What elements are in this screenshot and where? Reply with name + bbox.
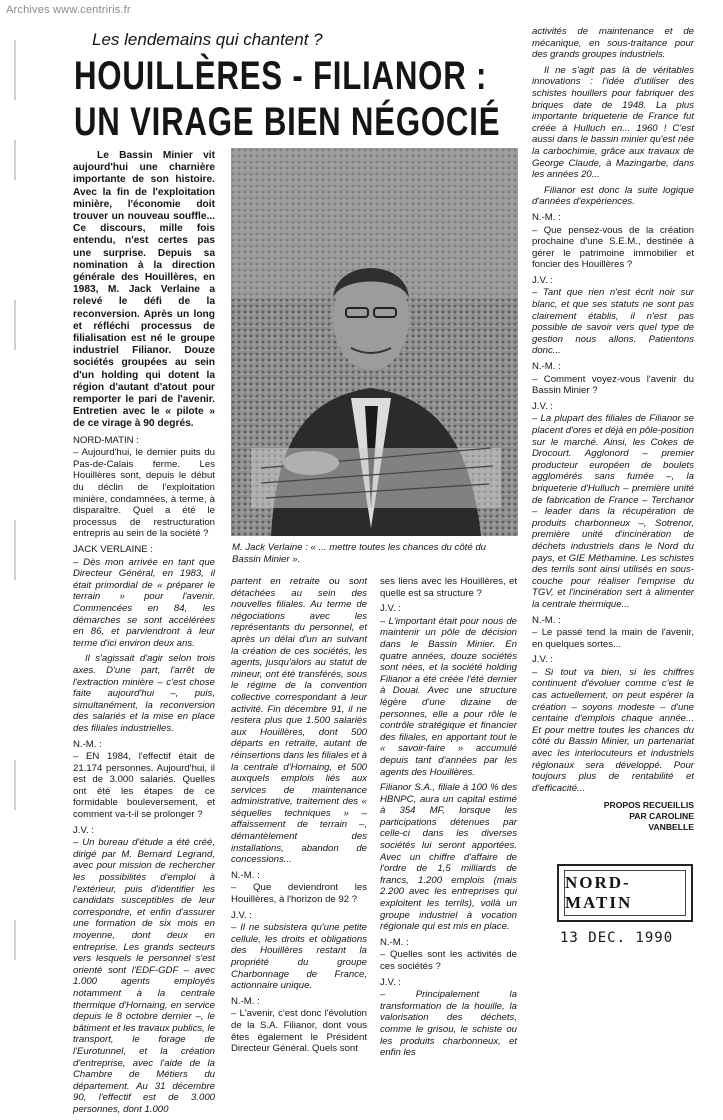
answer: Il ne s'agit pas là de véritables innovations : l'idée d'utiliser des schistes houillers pour fabriquer des briques date de 1948. La plus importante briqueterie de France fut créée à Hulluch en... 1960 ! C'est aussi dans le bassin minier qu'est née la carbochimie, grâce aux travaux de George Claude, à Mazingarbe, dans les années 20... bbox=[532, 64, 694, 181]
byline-line: PROPOS RECUEILLIS bbox=[603, 800, 694, 811]
answer: – Si tout va bien, si les chiffres continuent d'évoluer comme c'est le cas actuellement, on peut espérer la création – soyons modeste – d'une centaine d'emplois chaque année... Et pour mettre toutes les chances du côté du Bassin Minier, un partenariat avec les interlocuteurs et industriels régionaux sera développé. Pour toujours plus de rentabilité et d'efficacité... bbox=[532, 666, 694, 794]
speaker-label: N.-M. : bbox=[532, 211, 561, 223]
speaker-label: JACK VERLAINE : bbox=[73, 544, 153, 556]
answer: activités de maintenance et de mécanique, en sous-traitance pour des grands groupes industriels. bbox=[532, 26, 694, 61]
question: – Le passé tend la main de l'avenir, en quelques sortes... bbox=[532, 627, 694, 650]
speaker-label: J.V. : bbox=[380, 603, 401, 615]
question: – Que pensez-vous de la création prochaine d'une S.E.M., destinée à gérer le patrimoine immobilier et foncier des Houillères ? bbox=[532, 224, 694, 271]
answer: – Tant que rien n'est écrit noir sur blanc, et que ses statuts ne sont pas clairement établis, il n'est pas possible de savoir vers quel type de gestion nous allons. Patientons donc... bbox=[532, 287, 694, 357]
speaker-label: J.V. : bbox=[532, 654, 553, 666]
headline-line-1: HOUILLÈRES - FILIANOR : bbox=[74, 54, 488, 98]
lead-paragraph: Le Bassin Minier vit aujourd'hui une charnière importante de son histoire. Avec la fin de l'exploitation minière, l'économie doit trouver un nouveau souffle... Ce discours, mille fois entendu, n'est certes pas une surprise. Depuis sa nomination à la direction générale des Houillères, en 1983, M. Jack Verlaine a relevé le défi de la reconversion. Après un long et réfléchi processus de filialisation est né le groupe industriel Filianor. Douze sociétés groupées au sein d'un holding qui dotent la région d'autant d'atout pour remporter le pari de l'avenir. Entretien avec le « pilote » de ce virage à 90 degrés. bbox=[73, 150, 215, 430]
speaker-label: N.-M. : bbox=[231, 869, 260, 881]
answer: – L'important était pour nous de maintenir un pôle de décision dans le Bassin Minier. En quatre années, douze sociétés sont nées, et la société holding Filianor a été créée l'été dernier à Douai. Avec une structure légère d'une dizaine de personnes, elle a pour rôle le contrôle stratégique et financier des filiales, en apportant tout le « savoir-faire » accumulé depuis tant d'années par les agents des Houillères. bbox=[380, 615, 517, 778]
speaker-label: J.V. : bbox=[380, 976, 401, 988]
answer: – Un bureau d'étude a été créé, dirigé par M. Bernard Legrand, avec pour mission de rechercher les possibilités d'emploi à l'extérieur, puis d'identifier les candidats susceptibles de leur correspondre, et enfin d'assurer une formation de six mois en moyenne, dont deux en entreprise. Les grands secteurs vers lesquels le personnel s'est orienté sont l'EDF-GDF – avec 1.000 agents employés notamment à la centrale thermique d'Hornaing, en service depuis le 8 octobre dernier –, le bâtiment et les travaux publics, le transport, le forage de l'Eurotunnel, et la création d'entreprise, avec l'aide de la Chambre de Métiers du département. Au 31 décembre 90, l'effectif est de 3.000 personnes, dont 1.000 bbox=[73, 837, 215, 1115]
binder-mark bbox=[14, 520, 20, 580]
column-3 bbox=[380, 576, 517, 1063]
speaker-label: N.-M. : bbox=[532, 614, 561, 626]
byline-line: PAR CAROLINE bbox=[629, 811, 694, 822]
binder-mark bbox=[14, 40, 20, 100]
speaker-label: N.-M. : bbox=[231, 995, 260, 1007]
question: – Quelles sont les activités de ces sociétés ? bbox=[380, 949, 517, 972]
date-stamp: 13 DEC. 1990 bbox=[560, 930, 674, 946]
speaker-label: N.-M. : bbox=[380, 936, 409, 948]
column-1 bbox=[73, 150, 215, 1120]
answer: Il s'agissait d'agir selon trois axes. D'une part, l'arrêt de l'extraction minière – c'est chose faite aujourd'hui –, puis, simultanément, la reconversion des salariés et la mise en place des filiales industrielles. bbox=[73, 653, 215, 734]
column-2 bbox=[231, 576, 367, 1059]
answer: – La plupart des filiales de Filianor se placent d'ores et déjà en pôle-position sur le marché. Ainsi, les Cokes de Drocourt. Agglonord – premier producteur européen de boulets agglomérés sans fumée –, la briqueterie d'Hulluch – première unité de fabrication de France – Terchanor – leader dans la récupération de produits charbonneux –, Sotrenor, première unité d'incinération de déchets industriels dans le Nord du pays, et GIE Méthamine. Les schistes des terrils sont ainsi utilisés en sous-couche pour réaliser l'emprise du TGV, et l'incinération sert à alimenter la centrale thermique... bbox=[532, 413, 694, 610]
binder-mark bbox=[14, 300, 20, 350]
answer: Filianor S.A., filiale à 100 % des HBNPC, aura un capital estimé à 354 MF, lorsque les participations détenues par celle-ci dans les diverses sociétés lui seront apportées. Avec un chiffre d'affaire de l'ordre de 1,5 milliards de francs, 1.200 emplois (mais 2.200 avec les entreprises qui exploitent les terrils), voilà un groupe industriel à vocation régionale qui est mis en place. bbox=[380, 782, 517, 933]
portrait-photo bbox=[231, 148, 518, 536]
binder-mark bbox=[14, 760, 20, 810]
speaker-label: J.V. : bbox=[231, 909, 252, 921]
answer: Filianor est donc la suite logique d'années d'expériences. bbox=[532, 184, 694, 208]
question: ses liens avec les Houillères, et quelle est sa structure ? bbox=[380, 576, 517, 599]
answer: – Dès mon arrivée en tant que Directeur Général, en 1983, il était primordial de « préparer le terrain » pour l'avenir. Commencées en 84, les démarches se sont accélérées en 86, et parviendront à leur terme d'ici environ deux ans. bbox=[73, 556, 215, 649]
answer: – Il ne subsistera qu'une petite cellule, les droits et obligations des Houillères restant la propriété du groupe Charbonnage de France, actionnaire unique. bbox=[231, 922, 367, 992]
photo-caption: M. Jack Verlaine : « ... mettre toutes les chances du côté du Bassin Minier ». bbox=[232, 542, 487, 565]
headline-line-2: UN VIRAGE BIEN NÉGOCIÉ bbox=[74, 100, 501, 144]
binder-mark bbox=[14, 140, 20, 180]
article-kicker: Les lendemains qui chantent ? bbox=[92, 30, 323, 49]
speaker-label: NORD-MATIN : bbox=[73, 434, 139, 446]
newspaper-stamp bbox=[557, 864, 693, 922]
portrait-image bbox=[231, 148, 518, 536]
speaker-label: N.-M. : bbox=[532, 361, 561, 373]
speaker-label: J.V. : bbox=[532, 274, 553, 286]
binder-mark bbox=[14, 920, 20, 960]
answer: – Principalement la transformation de la houille, la valorisation des déchets, comme le grisou, le schiste ou les produits charbonneux, et enfin les bbox=[380, 989, 517, 1059]
speaker-label: J.V. : bbox=[73, 824, 94, 836]
byline bbox=[532, 800, 694, 833]
speaker-label: N.-M. : bbox=[73, 738, 102, 750]
stamp-text: NORD-MATIN bbox=[564, 870, 686, 916]
answer: partent en retraite ou sont détachées au sein des nouvelles filiales. Au terme de négociations avec les représentants du personnel, et après un délai d'un an suivant la création de ces sociétés, les agents, jusqu'alors au statut de mineur, ont été transférés, sous le régime de la convention collective correspondant à leur activité. Fin décembre 91, il ne restera plus que 1.500 salariés aux Houillères, dont 500 départs en retraite, autant de réinsertions dans les filiales et à la centrale d'Hornaing, et 500 auxquels emplois liés aux services de maintenance administrative, traitement des « séquelles techniques » – affaissement de terrain –, démantèlement des installations, abandon de concessions... bbox=[231, 576, 367, 866]
archive-watermark: Archives www.centriris.fr bbox=[6, 4, 131, 16]
byline-line: VANBELLE bbox=[648, 822, 694, 833]
question: – Que deviendront les Houillères, à l'horizon de 92 ? bbox=[231, 882, 367, 906]
question: – L'avenir, c'est donc l'évolution de la S.A. Filianor, dont vous êtes également le Président Directeur Général. Quels sont bbox=[231, 1008, 367, 1055]
question: – EN 1984, l'effectif était de 21.174 personnes. Aujourd'hui, il est de 3.000 salariés. Quelles ont été les étapes de ce formidable bouleversement, et comment va-t-il se prolonger ? bbox=[73, 751, 215, 821]
column-4 bbox=[532, 26, 694, 833]
question: – Comment voyez-vous l'avenir du Bassin Minier ? bbox=[532, 373, 694, 397]
speaker-label: J.V. : bbox=[532, 400, 553, 412]
question: – Aujourd'hui, le dernier puits du Pas-de-Calais ferme. Les Houillères sont, depuis le début du déclin de l'exploitation minière, condamnées, à terme, à disparaître. Quel a été le processus de restructuration entrepris au sein de la société ? bbox=[73, 447, 215, 540]
